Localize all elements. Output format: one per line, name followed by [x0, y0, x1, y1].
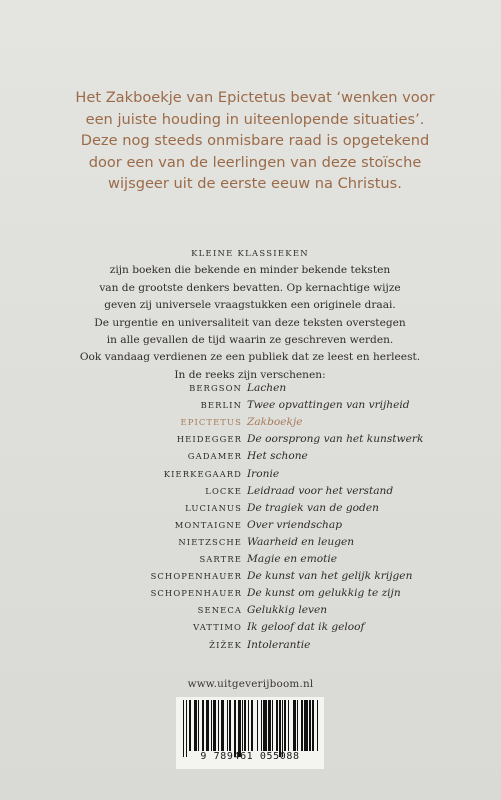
barcode-bar — [194, 700, 197, 751]
series-entry — [0, 585, 501, 602]
series-title: Leidraad voor het verstand — [247, 484, 394, 497]
barcode-bar — [227, 700, 228, 751]
series-author: BERGSON — [189, 383, 242, 393]
series-title: Ironie — [247, 467, 280, 480]
series-intro — [40, 245, 460, 384]
blurb-line: Deze nog steeds onmisbare raad is opgetekend — [80, 132, 430, 149]
series-entry — [0, 380, 501, 397]
series-author: SENECA — [197, 605, 242, 616]
barcode-bar — [198, 700, 199, 751]
barcode-bar — [276, 700, 279, 751]
series-title: Twee opvattingen van vrijheid — [247, 399, 410, 412]
series-author: MONTAIGNE — [174, 519, 242, 530]
barcode-bar — [282, 700, 283, 757]
series-title: De kunst van het gelijk krijgen — [247, 570, 413, 583]
barcode-bar — [263, 700, 267, 751]
barcode-bar — [304, 700, 308, 751]
series-title: Magie en emotie — [247, 553, 338, 565]
barcode — [176, 697, 324, 769]
barcode-bar — [183, 700, 184, 757]
series-entry — [0, 602, 501, 619]
series-entry — [0, 483, 501, 500]
series-author: SCHOPENHAUER — [150, 571, 242, 582]
series-author: BERLIN — [200, 400, 242, 411]
series-entry — [0, 448, 501, 465]
series-author: SARTRE — [199, 554, 242, 564]
series-title: Het schone — [247, 450, 308, 463]
series-author: LUCIANUS — [185, 502, 242, 513]
series-entry — [0, 534, 501, 551]
barcode-bar — [297, 700, 298, 751]
series-author: VATTIMO — [193, 622, 242, 633]
barcode-bar — [312, 700, 315, 751]
barcode-bar — [248, 700, 249, 751]
series-author: LOCKE — [205, 485, 242, 496]
barcode-bar — [272, 700, 273, 751]
barcode-bar — [242, 700, 243, 751]
series-title: Ik geloof dat ik geloof — [247, 621, 365, 634]
intro-line: Ook vandaag verdienen ze een publiek dat ze leest en herleest. — [79, 351, 421, 364]
series-title: Intolerantie — [247, 638, 311, 651]
barcode-bar — [257, 700, 258, 751]
series-entry — [0, 414, 501, 431]
barcode-bar — [238, 700, 241, 757]
barcode-bar — [221, 700, 225, 751]
intro-line: zijn boeken die bekende en minder bekende teksten — [109, 264, 391, 277]
barcode-bar — [288, 700, 289, 751]
series-entry — [0, 619, 501, 636]
publisher-url[interactable]: www.uitgeverijboom.nl — [187, 678, 314, 690]
barcode-bar — [206, 700, 210, 751]
barcode-bars — [183, 700, 317, 751]
barcode-bar — [251, 700, 254, 751]
blurb-line: wijsgeer uit de eerste eeuw na Christus. — [108, 175, 402, 192]
blurb-line: door een van de leerlingen van deze stoïsche — [88, 153, 422, 171]
barcode-bar — [301, 700, 304, 751]
series-author: GADAMER — [187, 451, 242, 462]
barcode-bar — [234, 700, 235, 757]
series-author: HEIDEGGER — [176, 434, 242, 445]
series-entry — [0, 517, 501, 534]
barcode-bar — [218, 700, 219, 751]
isbn-number: 9 789461 055088 — [200, 751, 300, 762]
barcode-bar — [186, 700, 187, 757]
series-title: Gelukkig leven — [247, 604, 328, 617]
intro-line: van de grootste denkers bevatten. Op kernachtige wijze — [99, 281, 401, 294]
series-author: NIETZSCHE — [178, 536, 242, 547]
series-entry — [0, 568, 501, 585]
series-entry — [0, 500, 501, 517]
barcode-bar — [229, 700, 230, 751]
intro-line: in alle gevallen de tijd waarin ze geschreven werden. — [106, 334, 394, 347]
series-entry — [0, 637, 501, 654]
blurb — [40, 87, 470, 195]
series-title: Zakboekje — [247, 416, 303, 429]
barcode-bar — [279, 700, 280, 757]
series-author: EPICTETUS — [180, 417, 242, 428]
blurb-line: Het Zakboekje van Epictetus bevat ‘wenken voor — [75, 89, 435, 106]
blurb-line: een juiste houding in uiteenlopende situaties’. — [85, 110, 425, 128]
intro-line: In de reeks zijn verschenen: — [174, 368, 326, 381]
barcode-bar — [202, 700, 205, 751]
series-entry — [0, 551, 501, 568]
series-title: De oorsprong van het kunstwerk — [247, 433, 424, 446]
intro-line: De urgentie en universaliteit van deze teksten overstegen — [94, 316, 406, 329]
series-entry — [0, 431, 501, 448]
series-entry — [0, 466, 501, 483]
series-entry — [0, 397, 501, 414]
series-author: SCHOPENHAUER — [150, 588, 242, 599]
barcode-bar — [244, 700, 245, 751]
barcode-bar — [284, 700, 285, 751]
series-title: Lachen — [247, 382, 287, 394]
series-heading: KLEINE KLASSIEKEN — [191, 248, 309, 258]
barcode-bar — [213, 700, 216, 751]
barcode-bar — [293, 700, 296, 751]
barcode-bar — [261, 700, 262, 751]
barcode-bar — [309, 700, 310, 751]
series-title: De kunst om gelukkig te zijn — [247, 587, 401, 600]
series-title: Waarheid en leugen — [247, 535, 355, 548]
series-title: De tragiek van de goden — [247, 501, 379, 514]
intro-line: geven zij universele vraagstukken een originele draai. — [104, 299, 396, 312]
series-author: KIERKEGAARD — [163, 468, 242, 479]
series-title: Over vriendschap — [247, 518, 342, 531]
barcode-bar — [317, 700, 318, 751]
series-author: ŽIŽEK — [209, 639, 242, 650]
barcode-bar — [189, 700, 190, 751]
barcode-bar — [268, 700, 271, 751]
barcode-bar — [211, 700, 212, 751]
